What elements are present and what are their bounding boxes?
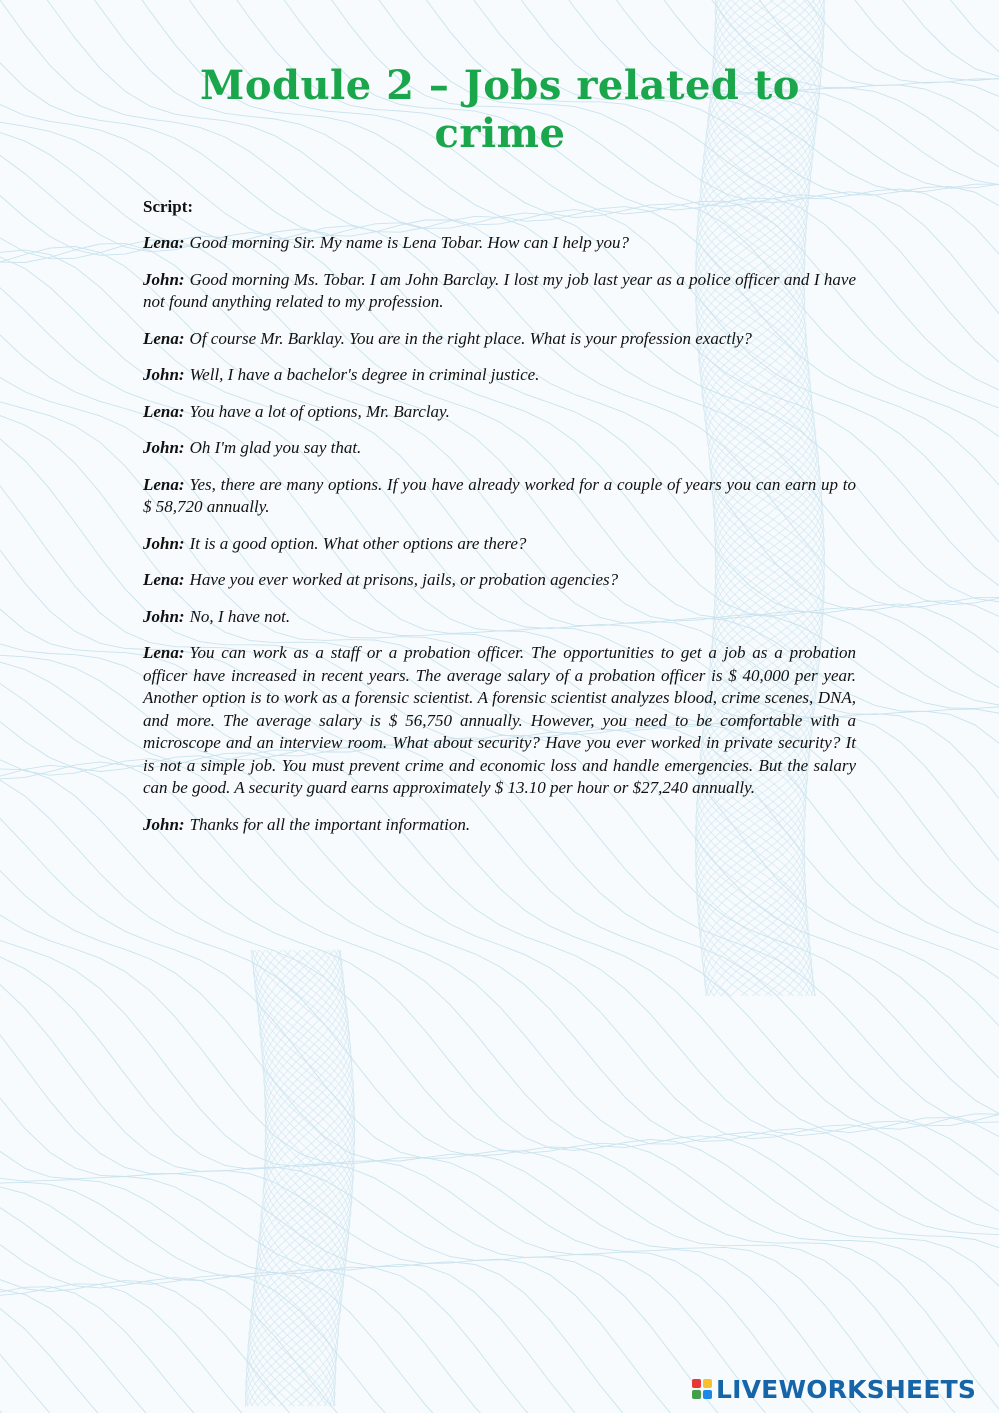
dialogue-text: Of course Mr. Barklay. You are in the right place. What is your profession exactly? xyxy=(189,328,752,348)
liveworksheets-brand[interactable] xyxy=(692,1374,976,1404)
speaker-name: Lena: xyxy=(143,401,185,421)
dialogue-line xyxy=(143,569,856,592)
dialogue-text: Good morning Ms. Tobar. I am John Barclay. I lost my job last year as a police officer and I have not found anything related to my profession. xyxy=(143,269,856,311)
dialogue-line xyxy=(143,328,856,351)
logo-square-yellow xyxy=(703,1379,712,1388)
dialogue-line xyxy=(143,606,856,629)
speaker-name: John: xyxy=(143,365,185,384)
speaker-name: Lena: xyxy=(143,643,185,662)
logo-square-red xyxy=(692,1379,701,1388)
dialogue-line xyxy=(143,642,856,800)
logo-square-green xyxy=(692,1390,701,1399)
dialogue-text: Thanks for all the important information. xyxy=(189,814,471,834)
dialogue-line xyxy=(143,269,856,314)
script-content xyxy=(143,196,856,850)
speaker-name: Lena: xyxy=(143,328,185,348)
dialogue-text: You have a lot of options, Mr. Barclay. xyxy=(189,401,450,421)
dialogue-line xyxy=(143,232,856,255)
speaker-name: Lena: xyxy=(143,233,185,252)
speaker-name: Lena: xyxy=(143,474,185,494)
dialogue-text: Good morning Sir. My name is Lena Tobar. How can I help you? xyxy=(189,233,630,252)
dialogue-line xyxy=(143,364,856,387)
dialogue-text: Have you ever worked at prisons, jails, or probation agencies? xyxy=(189,570,619,589)
speaker-name: Lena: xyxy=(143,570,185,589)
dialogue-text: Oh I'm glad you say that. xyxy=(189,438,362,457)
dialogue-line xyxy=(143,814,856,837)
brand-name: LIVEWORKSHEETS xyxy=(716,1374,977,1404)
page-title: Module 2 – Jobs related to crime xyxy=(200,62,800,157)
dialogue-text: You can work as a staff or a probation officer. The opportunities to get a job as a probation officer have increased in recent years. The average salary of a probation officer is $ 40,000 per year. Another option is to work as a forensic scientist. A forensic scientist analyzes blood, crime scenes, DNA, and more. The average salary is $ 56,750 annually. However, you need to be comfortable with a microscope and an interview room. What about security? Have you ever worked in private security? It is not a simple job. You must prevent crime and economic loss and handle emergencies. But the salary can be good. A security guard earns approximately $ 13.10 per hour or $27,240 annually. xyxy=(143,643,856,797)
dialogue-text: Well, I have a bachelor's degree in criminal justice. xyxy=(189,365,540,384)
dialogue-text: It is a good option. What other options are there? xyxy=(189,533,527,553)
dialogue-line xyxy=(143,401,856,424)
speaker-name: John: xyxy=(143,438,185,457)
logo-square-blue xyxy=(703,1390,712,1399)
speaker-name: John: xyxy=(143,606,185,626)
dialogue-list xyxy=(143,232,856,836)
dialogue-line xyxy=(143,533,856,556)
dialogue-line xyxy=(143,474,856,519)
dialogue-text: Yes, there are many options. If you have already worked for a couple of years you can earn up to $ 58,720 annually. xyxy=(143,474,856,516)
dialogue-text: No, I have not. xyxy=(189,606,291,626)
speaker-name: John: xyxy=(143,269,185,289)
script-label: Script: xyxy=(143,197,194,216)
speaker-name: John: xyxy=(143,533,185,553)
liveworksheets-logo-icon xyxy=(692,1379,712,1399)
dialogue-line xyxy=(143,437,856,460)
speaker-name: John: xyxy=(143,814,185,834)
